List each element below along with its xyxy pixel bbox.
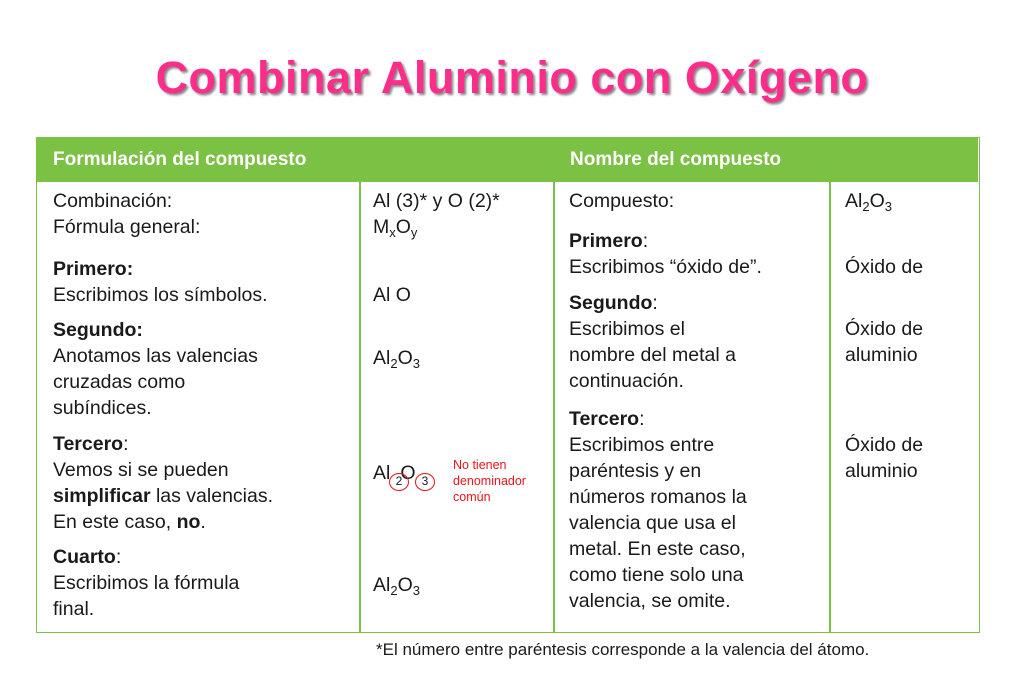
cuarto-block [53,544,239,622]
tercero-line-3-bold: no [176,511,201,533]
right-tercero-value: Óxido de aluminio [845,434,924,482]
tercero-line-3-post: . [200,511,206,533]
right-segundo-line-3: continuación. [569,370,684,392]
valence-circle-2: 2 [389,473,409,491]
tercero-line-1: Vemos si se pueden [53,459,229,481]
right-segundo-line-2: nombre del metal a [569,344,736,366]
tercero-bold-word: simplificar [53,485,151,507]
tercero-line-3-pre: En este caso, [53,511,177,533]
cuarto-label: Cuarto [53,546,116,568]
right-segundo-value: Óxido de aluminio [845,318,924,366]
combinacion-value: Al (3)* y O (2)* [373,190,500,212]
right-segundo-colon: : [652,292,658,314]
cuarto-line-2: final. [53,598,95,620]
right-tercero-label: Tercero [569,408,640,430]
annotation-note: No tienen denominador común [453,458,526,504]
right-segundo-line-1: Escribimos el [569,318,685,340]
segundo-line-2: cruzadas como [53,371,186,393]
primero-label: Primero: [53,258,134,280]
segundo-line-1: Anotamos las valencias [53,345,258,367]
right-tercero-line-1: Escribimos entre [569,434,715,456]
right-tercero-line-3: números romanos la [569,486,747,508]
right-tercero-line-4: valencia que usa el [569,512,736,534]
divider-left-inner [359,182,361,632]
slide-title: Combinar Aluminio con Oxígeno [155,52,869,103]
tercero-label: Tercero [53,433,124,455]
formula-general-value: $M_xO_y$ [373,216,418,240]
right-primero-colon: : [642,230,649,252]
tercero-block [53,431,273,535]
compuesto-value: $Al_2O_3$ [845,190,892,214]
cuarto-colon: : [115,546,122,568]
combinacion-block [53,188,200,240]
footnote: *El número entre paréntesis corresponde a la valencia del átomo. [376,640,870,659]
right-segundo-block [569,290,736,394]
segundo-label: Segundo: [53,319,143,341]
primero-value: Al O [373,284,411,306]
right-primero-text: Escribimos “óxido de”. [569,256,762,278]
cuarto-line-1: Escribimos la fórmula [53,572,240,594]
tercero-line-2: las valencias. [150,485,274,507]
tercero-colon: : [123,433,129,455]
right-tercero-line-5: metal. En este caso, [569,538,746,560]
right-tercero-line-2: paréntesis y en [569,460,702,482]
divider-center [553,138,555,632]
right-primero-label: Primero [569,230,643,252]
right-primero-block [569,228,762,280]
right-segundo-label: Segundo [569,292,653,314]
header-nombre: Nombre del compuesto [554,138,978,182]
header-formulacion: Formulación del compuesto [37,138,553,182]
primero-text: Escribimos los símbolos. [53,284,268,306]
composition-table [36,137,980,633]
formula-general-label: Fórmula general: [53,216,201,238]
right-primero-value: Óxido de [845,256,924,278]
right-tercero-colon: : [639,408,645,430]
right-tercero-line-6: como tiene solo una [569,564,744,586]
right-tercero-block [569,406,747,614]
primero-block [53,256,268,308]
cuarto-value: $Al_2O_3$ [373,574,420,598]
tercero-value: Al O [373,462,416,484]
compuesto-label: Compuesto: [569,190,675,212]
segundo-line-3: subíndices. [53,397,152,419]
right-tercero-line-7: valencia, se omite. [569,590,731,612]
segundo-value: $Al_2O_3$ [373,347,420,371]
valence-circle-3: 3 [415,473,435,491]
combinacion-label: Combinación: [53,190,173,212]
divider-right-inner [829,182,831,632]
segundo-block [53,317,258,421]
